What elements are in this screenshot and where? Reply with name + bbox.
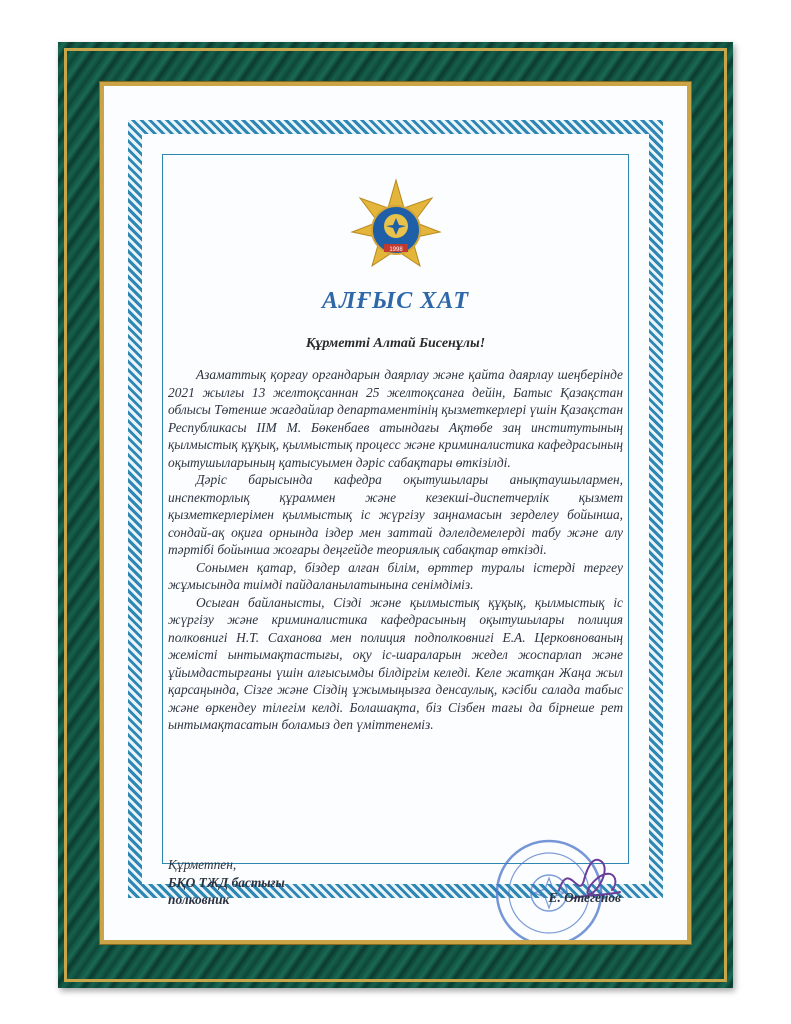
certificate-paper bbox=[104, 86, 687, 940]
signer-rank: полковник bbox=[168, 892, 230, 907]
letter-body bbox=[168, 366, 623, 734]
emergency-service-emblem-icon bbox=[348, 178, 444, 278]
paragraph: Осыған байланысты, Сізді және қылмыстық құқық, қылмыстық іс жүргізу және криминалистика кафедрасының оқытушылары полиция полковнигі Н.Т. Саханова мен полиция подполковнигі Е.А. Церковнованың жемісті ынтымақтастығы, оқу іс-шараларын жедел жоспарлап және ұйымдастырғаны үшін алғысымды білдіргім келеді. Келе жатқан Жаңа жыл қарсаңында, Сізге және Сіздің ұжымыңызға денсаулық, кәсіби салада табыс және өркендеу тілегім келді. Болашақта, біз Сізбен тағы да бірнеше рет ынтымақтасатын боламыз деп үміттенеміз. bbox=[168, 594, 623, 732]
paragraph: Азаматтық қорғау органдарын даярлау және қайта даярлау шеңберінде 2021 жылғы 13 желтоқсаннан 25 желтоқсанға дейін, Батыс Қазақстан облысы Төтенше жағдайлар департаментінің қызметкерлері үшін Қазақстан Республикасы ІІМ М. Бөкенбаев атындағы Ақтөбе заң институтының қылмыстық құқық, қылмыстық процесс және криминалистика кафедрасының оқытушыларының қатысуымен дәріс сабақтары өткізілді. bbox=[168, 367, 623, 470]
salutation: Құрметті Алтай Бисенұлы! bbox=[305, 336, 486, 351]
signer-position: БҚО ТЖД бастығы bbox=[168, 874, 285, 890]
closing: Құрметпен, bbox=[168, 857, 237, 872]
svg-text:1998: 1998 bbox=[388, 247, 403, 253]
certificate-content bbox=[154, 138, 637, 907]
paragraph: Дәріс барысында кафедра оқытушылары анықтаушылармен, инспекторлық құраммен және кезекші-диспетчерлік қызмет қызметкерлерімен қылмыстық іс жүргізу заңнамасын зерделеу бойынша, сондай-ақ оқиға орнында іздер мен заттай дәлелдемелерді табу және алу тәртібі бойынша жоғары деңгейде теориялық сабақтар өткізді. bbox=[168, 472, 623, 557]
picture-frame bbox=[58, 42, 733, 988]
document-title: АЛҒЫС ХАТ bbox=[322, 288, 469, 314]
signature-block bbox=[168, 856, 285, 909]
paragraph: Сонымен қатар, біздер алған білім, өрттер туралы істерді тергеу жұмысында тиімді пайдаланылатынына сенімдіміз. bbox=[168, 559, 623, 592]
signer-name: Е. Өтегенов bbox=[548, 890, 621, 905]
